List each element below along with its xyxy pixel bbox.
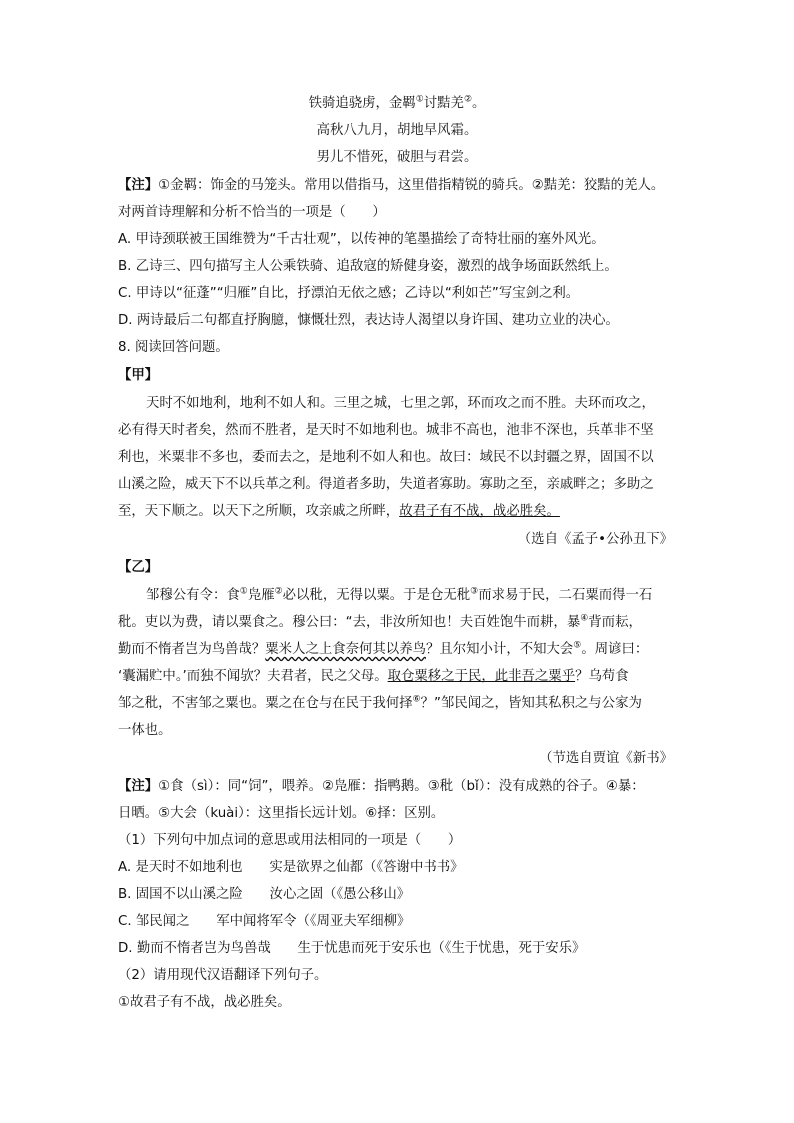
- jia-line-4: 山溪之险，威天下不以兵革之利。得道者多助，失道者寡助。寡助之至，亲戚畔之；多助之: [118, 477, 654, 492]
- yi-text: ？”邹民闻之，皆知其私积之与公家为: [420, 696, 642, 711]
- yi-line-4: [118, 667, 678, 687]
- q7-stem: 对两首诗理解和分析不恰当的一项是（ ）: [118, 205, 386, 220]
- note-tag: 【注】: [118, 779, 159, 794]
- jia-line-2: 必有得天时者矣，然而不胜者，是天时不如地利也。城非不高也，池非不深也，兵革非不坚: [118, 423, 654, 438]
- sub2-item-1: ①故君子有不战，战必胜矣。: [118, 995, 291, 1010]
- q7-option-a: A. 甲诗颈联被王国维赞为“千古壮观”，以传神的笔墨描绘了奇特壮丽的塞外风光。: [118, 232, 605, 247]
- yi-line-2: [118, 613, 678, 633]
- yi-text: 背而耘，: [588, 615, 642, 630]
- jia-line-5: [118, 502, 678, 522]
- jia-text: 至，天下顺之。以天下之所顺，攻亲戚之所畔，: [118, 504, 400, 519]
- footnote-marker: ⑤: [573, 640, 582, 651]
- sub1-option-c: C. 邹民闻之 军中闻将军令（《周亚夫军细柳》: [118, 914, 411, 929]
- yi-line-1: [146, 586, 678, 606]
- poem-text: 讨黠羌: [423, 96, 464, 111]
- footnote-marker: ②: [274, 586, 283, 597]
- footnote-marker: ①: [239, 586, 248, 597]
- poem-text: 铁骑追骁虏，金羁: [308, 96, 416, 111]
- yi-text: 。周谚曰：: [581, 642, 649, 657]
- yi-text: 凫雁: [247, 588, 275, 603]
- q7-option-c: C. 甲诗以“征蓬”“归雁”自比，抒漂泊无依之感；乙诗以“利如芒”写宝剑之利。: [118, 286, 580, 301]
- jia-underlined-sentence: 故君子有不战，战必胜矣。: [399, 504, 560, 519]
- q8-title: 8. 阅读回答问题。: [118, 340, 229, 355]
- poem-line-1: [0, 94, 794, 114]
- yi-wavy-underlined-sentence: 粟米人之上食奈何其以养鸟: [265, 642, 426, 657]
- note-text: ①金羁：饰金的马笼头。常用以借指马，这里借指精锐的骑兵。②黠羌：狡黠的羌人。: [158, 178, 665, 193]
- poem-line-2: 高秋八九月，胡地早风霜。: [316, 123, 478, 138]
- sub2-stem: （2）请用现代汉语翻译下列句子。: [118, 968, 328, 983]
- yi-text: 秕。吏以为费，请以粟食之。穆公曰：“去，非汝所知也！夫百姓饱牛而耕，暴: [118, 615, 581, 630]
- yi-text: ？乌苟食: [575, 669, 629, 684]
- yi-line-5: [118, 694, 678, 714]
- jia-tag: 【甲】: [118, 368, 159, 383]
- yi-note-line-2: 日晒。⑤大会（kuài）：这里指长远计划。⑥择：区别。: [118, 806, 445, 821]
- yi-text: 邹穆公有令：食: [146, 588, 240, 603]
- footnote-marker: ①: [415, 94, 424, 105]
- note-tag: 【注】: [118, 178, 159, 193]
- jia-line-1: 天时不如地利，地利不如人和。三里之城，七里之郭，环而攻之而不胜。夫环而攻之，: [146, 396, 655, 411]
- yi-note: [118, 777, 678, 797]
- footnote-marker: ②: [463, 94, 473, 105]
- footnote-marker: ③: [470, 586, 479, 597]
- yi-text: ‘囊漏贮中。’而独不闻欤？夫君者，民之父母。: [118, 669, 388, 684]
- yi-line-3: [118, 640, 678, 660]
- yi-text: 必以秕，无得以粟。于是仓无秕: [282, 588, 471, 603]
- sub1-stem: （1）下列句中加点词的意思或用法相同的一项是（ ）: [118, 833, 462, 848]
- sub1-option-d: D. 勤而不惰者岂为鸟兽哉 生于忧患而死于安乐也（《生于忧患，死于安乐》: [118, 941, 586, 956]
- q7-option-b: B. 乙诗三、四句描写主人公乘铁骑、追敌寇的矫健身姿，激烈的战争场面跃然纸上。: [118, 259, 618, 274]
- yi-text: 邹之秕，不害邹之粟也。粟之在仓与在民于我何择: [118, 696, 413, 711]
- yi-underlined-sentence: 取仓粟移之于民，此非吾之粟乎: [387, 669, 576, 684]
- yi-text: ？且尔知小计，不知大会: [425, 642, 574, 657]
- yi-tag: 【乙】: [118, 560, 159, 575]
- footnote-marker: ⑥: [412, 694, 421, 705]
- sub1-option-b: B. 固国不以山溪之险 汝心之固（《愚公移山》: [118, 887, 411, 902]
- note-text: ①食（sì）：同“饲”，喂养。②凫雁：指鸭鹅。③秕（bǐ）：没有成熟的谷子。④暴：: [158, 779, 645, 794]
- poem-line-3: 男儿不惜死，破胆与君尝。: [316, 150, 478, 165]
- poem-text: 。: [472, 96, 486, 111]
- jia-source: （选自《孟子•公孙丑下》: [517, 532, 673, 547]
- yi-text: 勤而不惰者岂为鸟兽哉？: [118, 642, 266, 657]
- q7-option-d: D. 两诗最后二句都直抒胸臆，慷慨壮烈，表达诗人渴望以身许国、建功立业的决心。: [118, 313, 619, 328]
- sub1-option-a: A. 是天时不如地利也 实是欲界之仙都（《答谢中书书》: [118, 860, 464, 875]
- yi-source: （节选自贾谊《新书》: [539, 751, 673, 766]
- yi-text: 而求易于民，二石粟而得一石: [478, 588, 653, 603]
- yi-line-6: 一体也。: [118, 723, 172, 738]
- footnote-marker: ④: [580, 613, 589, 624]
- poem-note: [118, 176, 678, 196]
- jia-line-3: 利也，米粟非不多也，委而去之，是地利不如人和也。故曰：域民不以封疆之界，固国不以: [118, 450, 654, 465]
